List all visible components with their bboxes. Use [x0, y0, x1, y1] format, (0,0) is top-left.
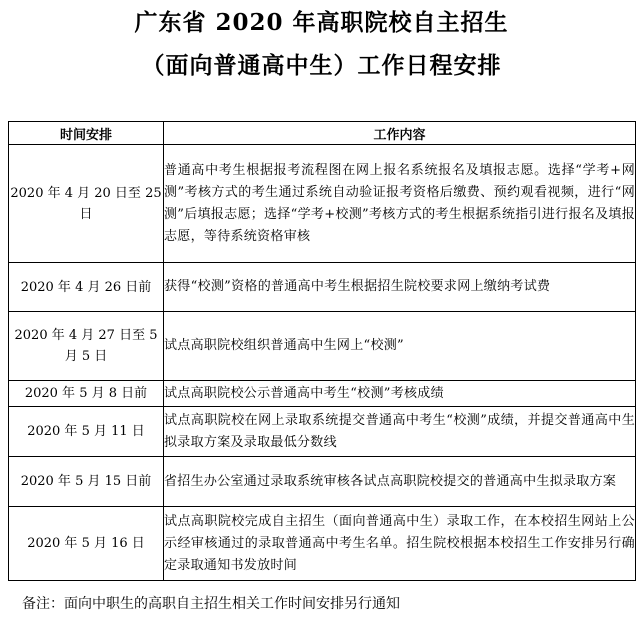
row-content: 普通高中考生根据报考流程图在网上报名系统报名及填报志愿。选择“学考+网测”考核方式的考生通过系统自动验证报考资格后缴费、预约观看视频，进行“网测”后填报志愿；选择“学考+校测”考核方式的考生根据系统指引进行报名及填报志愿，等待系统资格审核 [164, 145, 636, 263]
table-row [9, 457, 636, 507]
row-date: 2020 年 5 月 11 日 [9, 407, 164, 457]
table-row [9, 381, 636, 407]
table-row [9, 263, 636, 312]
schedule-table [8, 121, 636, 581]
table-row [9, 407, 636, 457]
table-row [9, 507, 636, 581]
row-date: 2020 年 4 月 27 日至 5 月 5 日 [9, 312, 164, 381]
row-content: 试点高职院校公示普通高中考生“校测”考核成绩 [164, 381, 636, 407]
row-date: 2020 年 5 月 16 日 [9, 507, 164, 581]
page-title-line1: 广东省 2020 年高职院校自主招生 [134, 9, 509, 36]
table-header-row [9, 122, 636, 145]
row-content: 试点高职院校完成自主招生（面向普通高中生）录取工作，在本校招生网站上公示经审核通过的录取普通高中考生名单。招生院校根据本校招生工作安排另行确定录取通知书发放时间 [164, 507, 636, 581]
footnote: 备注：面向中职生的高职自主招生相关工作时间安排另行通知 [22, 596, 400, 612]
header-date: 时间安排 [9, 122, 164, 145]
header-content: 工作内容 [164, 122, 636, 145]
row-date: 2020 年 5 月 15 日前 [9, 457, 164, 507]
row-date: 2020 年 4 月 26 日前 [9, 263, 164, 312]
table-row [9, 312, 636, 381]
row-date: 2020 年 4 月 20 日至 25 日 [9, 145, 164, 263]
row-content: 试点高职院校在网上录取系统提交普通高中考生“校测”成绩，并提交普通高中生拟录取方案及录取最低分数线 [164, 407, 636, 457]
row-content: 获得“校测”资格的普通高中考生根据招生院校要求网上缴纳考试费 [164, 263, 636, 312]
row-date: 2020 年 5 月 8 日前 [9, 381, 164, 407]
row-content: 试点高职院校组织普通高中生网上“校测” [164, 312, 636, 381]
row-content: 省招生办公室通过录取系统审核各试点高职院校提交的普通高中生拟录取方案 [164, 457, 636, 507]
page-title-line2: （面向普通高中生）工作日程安排 [141, 52, 502, 79]
table-row [9, 145, 636, 263]
